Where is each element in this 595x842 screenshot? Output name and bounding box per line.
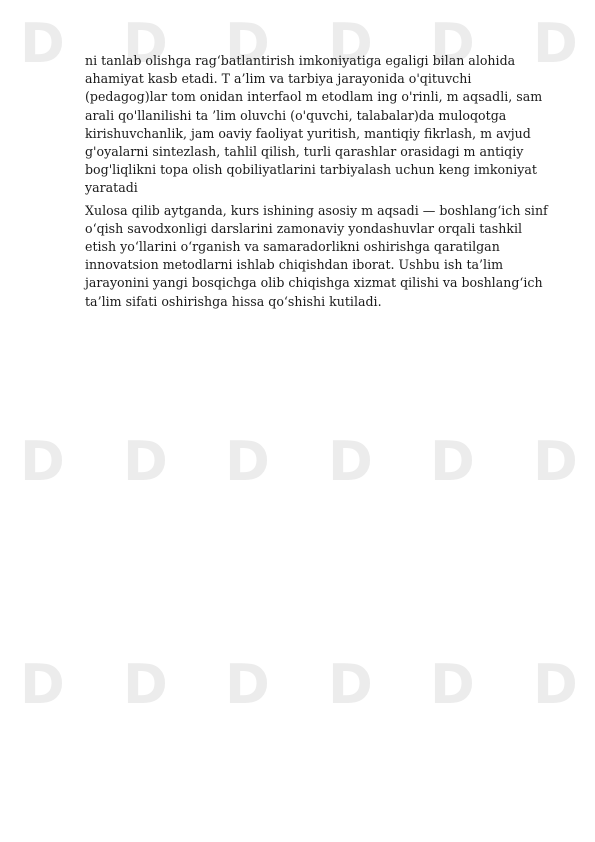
watermark-glyph: D: [533, 12, 578, 75]
watermark-glyph: D: [20, 653, 65, 716]
watermark-glyph: D: [123, 653, 168, 716]
watermark-glyph: D: [20, 430, 65, 493]
text-line: kirishuvchanlik, jam oaviy faoliyat yuritish, mantiqiy fikrlash, m avjud: [85, 125, 531, 141]
text-line: etish yo‘llarini o‘rganish va samaradorlikni oshirishga qaratilgan: [85, 239, 500, 255]
text-line: jarayonini yangi bosqichga olib chiqishga xizmat qilishi va boshlang‘ich: [85, 275, 543, 291]
watermark-glyph: D: [430, 430, 475, 493]
document-body: [85, 52, 553, 311]
text-line: g'oyalarni sintezlash, tahlil qilish, turli qarashlar orasidagi m antiqiy: [85, 144, 524, 160]
text-line: (pedagog)lar tom onidan interfaol m etodlam ing o'rinli, m aqsadli, sam: [85, 89, 543, 105]
watermark-glyph: D: [328, 430, 373, 493]
watermark-glyph: D: [225, 430, 270, 493]
text-line: Xulosa qilib aytganda, kurs ishining asosiy m aqsadi — boshlang‘ich sinf: [85, 202, 548, 218]
text-line: o‘qish savodxonligi darslarini zamonaviy yondashuvlar orqali tashkil: [85, 220, 523, 236]
text-line: ni tanlab olishga rag‘batlantirish imkoniyatiga egaligi bilan alohida: [85, 53, 516, 68]
text-line: ahamiyat kasb etadi. T a’lim va tarbiya jarayonida o'qituvchi: [85, 71, 472, 87]
watermark-glyph: D: [430, 12, 475, 75]
watermark-glyph: D: [123, 430, 168, 493]
watermark-glyph: D: [328, 12, 373, 75]
watermark-glyph: D: [20, 12, 65, 75]
watermark-glyph: D: [225, 12, 270, 75]
paragraph-conclusion: [85, 202, 553, 311]
text-line: bog'liqlikni topa olish qobiliyatlarini tarbiyalash uchun keng imkoniyat: [85, 162, 537, 178]
watermark-glyph: D: [533, 430, 578, 493]
text-line: innovatsion metodlarni ishlab chiqishdan iborat. Ushbu ish ta’lim: [85, 257, 504, 273]
watermark-glyph: D: [533, 653, 578, 716]
paragraph-interactive-methods: [85, 52, 553, 198]
watermark-glyph: D: [430, 653, 475, 716]
watermark-glyph: D: [225, 653, 270, 716]
text-line: yaratadi: [85, 180, 138, 196]
text-line: ta’lim sifati oshirishga hissa qo‘shishi kutiladi.: [85, 293, 382, 309]
watermark-glyph: D: [123, 12, 168, 75]
watermark-glyph: D: [328, 653, 373, 716]
text-line: arali qo'llanilishi ta ’lim oluvchi (o'quvchi, talabalar)da muloqotga: [85, 107, 507, 123]
